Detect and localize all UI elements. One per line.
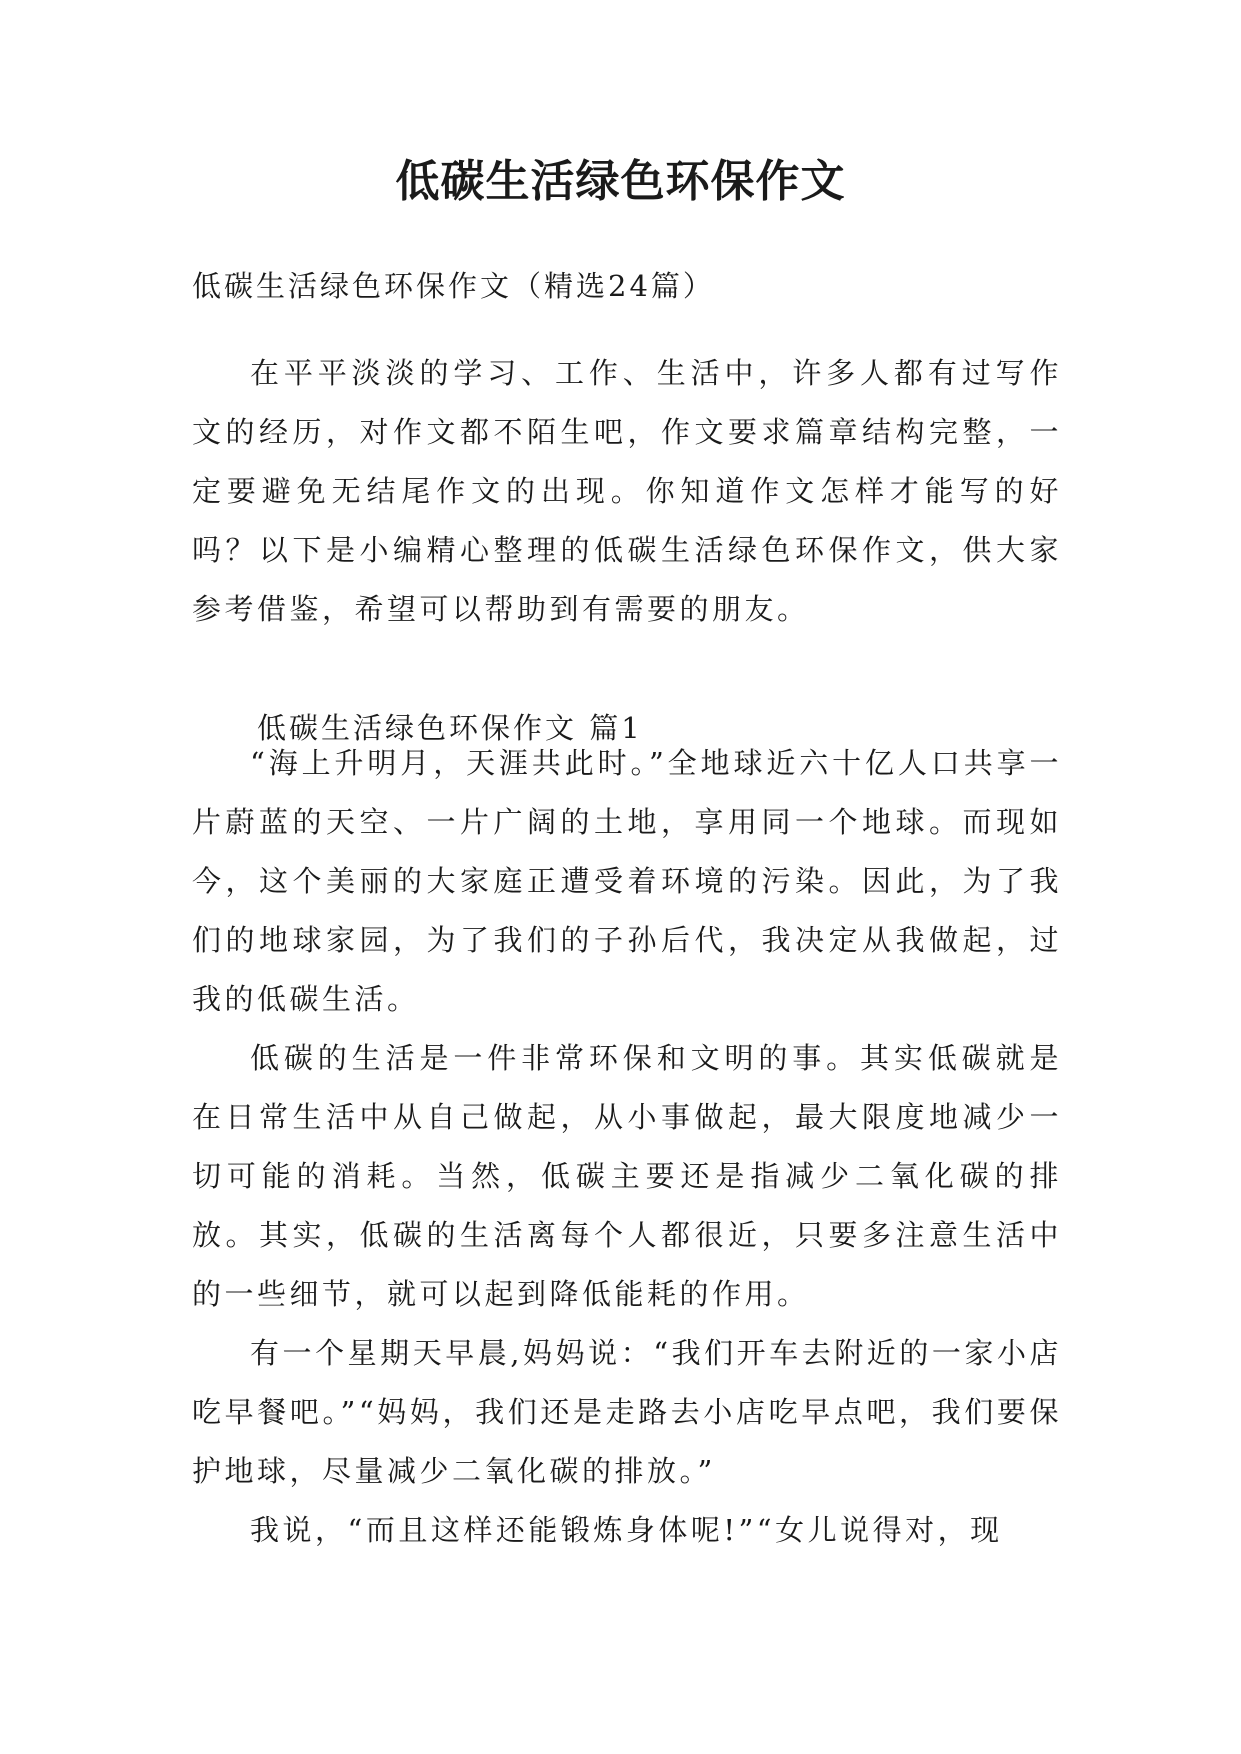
body-paragraph: 我说，“而且这样还能锻炼身体呢!”“女儿说得对，现 (250, 1513, 1003, 1547)
intro-block (192, 344, 1062, 639)
intro-paragraph: 在平平淡淡的学习、工作、生活中，许多人都有过写作文的经历，对作文都不陌生吧，作文要求篇章结构完整，一定要避免无结尾作文的出现。你知道作文怎样才能写的好吗？以下是小编精心整理的低碳生活绿色环保作文，供大家参考借鉴，希望可以帮助到有需要的朋友。 (192, 356, 1062, 626)
body-paragraph: 低碳的生活是一件非常环保和文明的事。其实低碳就是在日常生活中从自己做起，从小事做起，最大限度地减少一切可能的消耗。当然，低碳主要还是指减少二氧化碳的排放。其实，低碳的生活离每个人都很近，只要多注意生活中的一些细节，就可以起到降低能耗的作用。 (192, 1041, 1062, 1311)
document-subtitle: 低碳生活绿色环保作文（精选24篇） (192, 269, 715, 303)
body-paragraph: “海上升明月，天涯共此时。”全地球近六十亿人口共享一片蔚蓝的天空、一片广阔的土地，享用同一个地球。而现如今，这个美丽的大家庭正遭受着环境的污染。因此，为了我们的地球家园，为了我们的子孙后代，我决定从我做起，过我的低碳生活。 (192, 746, 1062, 1016)
section-body (192, 734, 1062, 1560)
body-paragraph: 有一个星期天早晨,妈妈说：“我们开车去附近的一家小店吃早餐吧。”“妈妈，我们还是走路去小店吃早点吧，我们要保护地球，尽量减少二氧化碳的排放。” (192, 1336, 1062, 1488)
document-title: 低碳生活绿色环保作文 (395, 156, 846, 207)
section-heading: 低碳生活绿色环保作文 篇1 (257, 711, 643, 745)
